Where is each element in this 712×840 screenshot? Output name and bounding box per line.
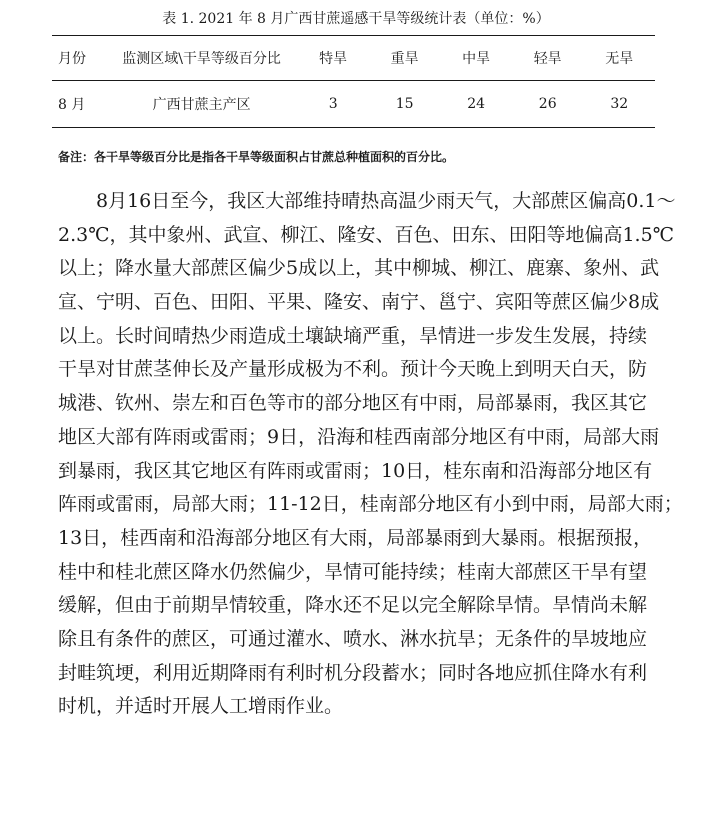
- table-header-row: [52, 36, 655, 81]
- paragraph-line: 缓解，但由于前期旱情较重，降水还不足以完全解除旱情。旱情尚未解: [58, 594, 648, 617]
- paragraph-line: 13日，桂西南和沿海部分地区有大雨，局部暴雨到大暴雨。根据预报，: [58, 526, 653, 549]
- cell-moderate-drought: 24: [467, 96, 486, 112]
- paragraph-line: 桂中和桂北蔗区降水仍然偏少，旱情可能持续；桂南大部蔗区干旱有望: [58, 560, 648, 583]
- paragraph-line: 封畦筑埂，利用近期降雨有利时机分段蓄水；同时各地应抓住降水有利: [58, 661, 648, 684]
- paragraph-line: 以上。长时间晴热少雨造成土壤缺墒严重，旱情进一步发生发展，持续: [58, 324, 648, 347]
- table-row: [52, 81, 655, 128]
- header-month: 月份: [58, 51, 86, 67]
- paragraph-line: 地区大部有阵雨或雷雨；9日，沿海和桂西南部分地区有中雨，局部大雨: [58, 425, 660, 448]
- paragraph-line: 除且有条件的蔗区，可通过灌水、喷水、淋水抗旱；无条件的旱坡地应: [58, 627, 648, 650]
- drought-statistics-table: [52, 35, 655, 128]
- table-caption: 表 1. 2021 年 8 月广西甘蔗遥感干旱等级统计表（单位：%）: [162, 11, 550, 27]
- header-severe-drought: 重旱: [390, 51, 419, 67]
- paragraph-line: 宣、宁明、百色、田阳、平果、隆安、南宁、邕宁、宾阳等蔗区偏少8成: [58, 291, 660, 314]
- header-no-drought: 无旱: [605, 51, 634, 67]
- body-paragraph: [58, 185, 683, 724]
- header-extreme-drought: 特旱: [319, 51, 348, 67]
- paragraph-line: 2.3℃，其中象州、武宣、柳江、隆安、百色、田东、田阳等地偏高1.5℃: [58, 223, 674, 246]
- paragraph-line: 以上；降水量大部蔗区偏少5成以上，其中柳城、柳江、鹿寨、象州、武: [58, 257, 660, 280]
- cell-month: 8 月: [58, 97, 86, 113]
- paragraph-line: 到暴雨，我区其它地区有阵雨或雷雨；10日，桂东南和沿海部分地区有: [58, 459, 653, 482]
- cell-region: 广西甘蔗主产区: [152, 97, 251, 113]
- header-region: 监测区域\干旱等级百分比: [122, 51, 281, 67]
- cell-light-drought: 26: [538, 96, 557, 112]
- paragraph-line: 城港、钦州、崇左和百色等市的部分地区有中雨，局部暴雨，我区其它: [58, 392, 648, 415]
- paragraph-line: 时机，并适时开展人工增雨作业。: [58, 695, 344, 718]
- paragraph-line: 8月16日至今，我区大部维持晴热高温少雨天气，大部蔗区偏高0.1～: [96, 190, 676, 212]
- header-light-drought: 轻旱: [533, 51, 562, 67]
- cell-severe-drought: 15: [395, 96, 414, 112]
- paragraph-line: 阵雨或雷雨，局部大雨；11-12日，桂南部分地区有小到中雨，局部大雨；: [58, 493, 683, 516]
- header-moderate-drought: 中旱: [462, 51, 491, 67]
- cell-extreme-drought: 3: [328, 96, 338, 112]
- paragraph-line: 干旱对甘蔗茎伸长及产量形成极为不利。预计今天晚上到明天白天，防: [58, 358, 648, 381]
- cell-no-drought: 32: [610, 96, 629, 112]
- table-note: 备注：各干旱等级百分比是指各干旱等级面积占甘蔗总种植面积的百分比。: [58, 150, 455, 164]
